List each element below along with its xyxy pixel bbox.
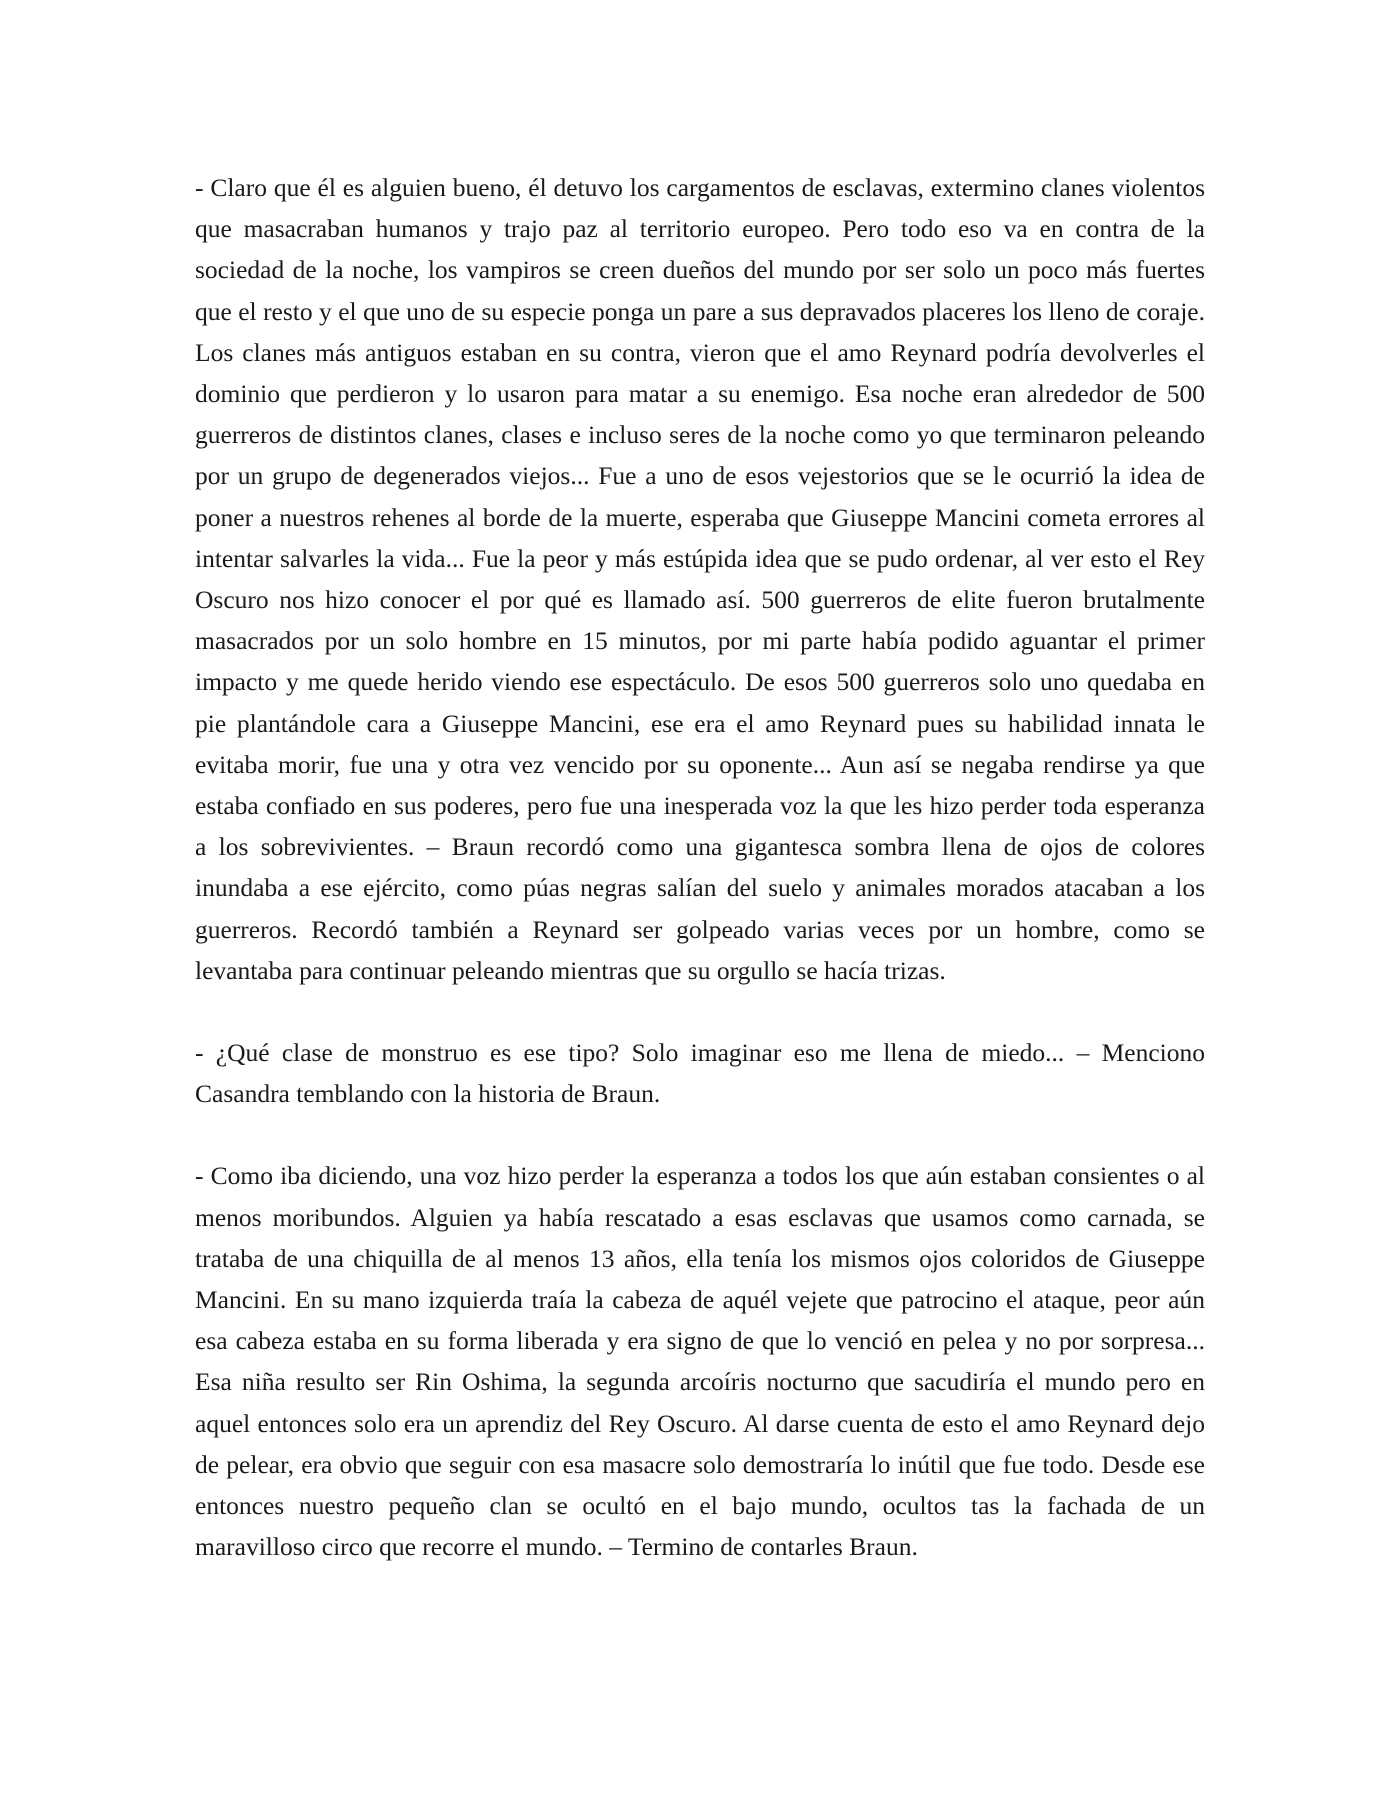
paragraph-casandra-question: - ¿Qué clase de monstruo es ese tipo? Solo imaginar eso me llena de miedo... – Menciono Casandra temblando con la historia de Braun. <box>195 1038 1205 1109</box>
paragraph-braun-conclusion: - Como iba diciendo, una voz hizo perder la esperanza a todos los que aún estaban consientes o al menos moribundos. Alguien ya había rescatado a esas esclavas que usamos como carnada, se trataba de una chiquilla de al menos 13 años, ella tenía los mismos ojos coloridos de Giuseppe Mancini. En su mano izquierda traía la cabeza de aquél vejete que patrocino el ataque, peor aún esa cabeza estaba en su forma liberada y era signo de que lo venció en pelea y no por sorpresa... Esa niña resulto ser Rin Oshima, la segunda arcoíris nocturno que sacudiría el mundo pero en aquel entonces solo era un aprendiz del Rey Oscuro. Al darse cuenta de esto el amo Reynard dejo de pelear, era obvio que seguir con esa masacre solo demostraría lo inútil que fue todo. Desde ese entonces nuestro pequeño clan se ocultó en el bajo mundo, ocultos tas la fachada de un maravilloso circo que recorre el mundo. – Termino de contarles Braun. <box>195 1161 1205 1562</box>
paragraph-braun-story: - Claro que él es alguien bueno, él detuvo los cargamentos de esclavas, extermino clanes violentos que masacraban humanos y trajo paz al territorio europeo. Pero todo eso va en contra de la sociedad de la noche, los vampiros se creen dueños del mundo por ser solo un poco más fuertes que el resto y el que uno de su especie ponga un pare a sus depravados placeres los lleno de coraje. Los clanes más antiguos estaban en su contra, vieron que el amo Reynard podría devolverles el dominio que perdieron y lo usaron para matar a su enemigo. Esa noche eran alrededor de 500 guerreros de distintos clanes, clases e incluso seres de la noche como yo que terminaron peleando por un grupo de degenerados viejos... Fue a uno de esos vejestorios que se le ocurrió la idea de poner a nuestros rehenes al borde de la muerte, esperaba que Giuseppe Mancini cometa errores al intentar salvarles la vida... Fue la peor y más estúpida idea que se pudo ordenar, al ver esto el Rey Oscuro nos hizo conocer el por qué es llamado así. 500 guerreros de elite fueron brutalmente masacrados por un solo hombre en 15 minutos, por mi parte había podido aguantar el primer impacto y me quede herido viendo ese espectáculo. De esos 500 guerreros solo uno quedaba en pie plantándole cara a Giuseppe Mancini, ese era el amo Reynard pues su habilidad innata le evitaba morir, fue una y otra vez vencido por su oponente... Aun así se negaba rendirse ya que estaba confiado en sus poderes, pero fue una inesperada voz la que les hizo perder toda esperanza a los sobrevivientes. – Braun recordó como una gigantesca sombra llena de ojos de colores inundaba a ese ejército, como púas negras salían del suelo y animales morados atacaban a los guerreros. Recordó también a Reynard ser golpeado varias veces por un hombre, como se levantaba para continuar peleando mientras que su orgullo se hacía trizas. <box>195 173 1205 985</box>
document-body <box>195 167 1205 1568</box>
